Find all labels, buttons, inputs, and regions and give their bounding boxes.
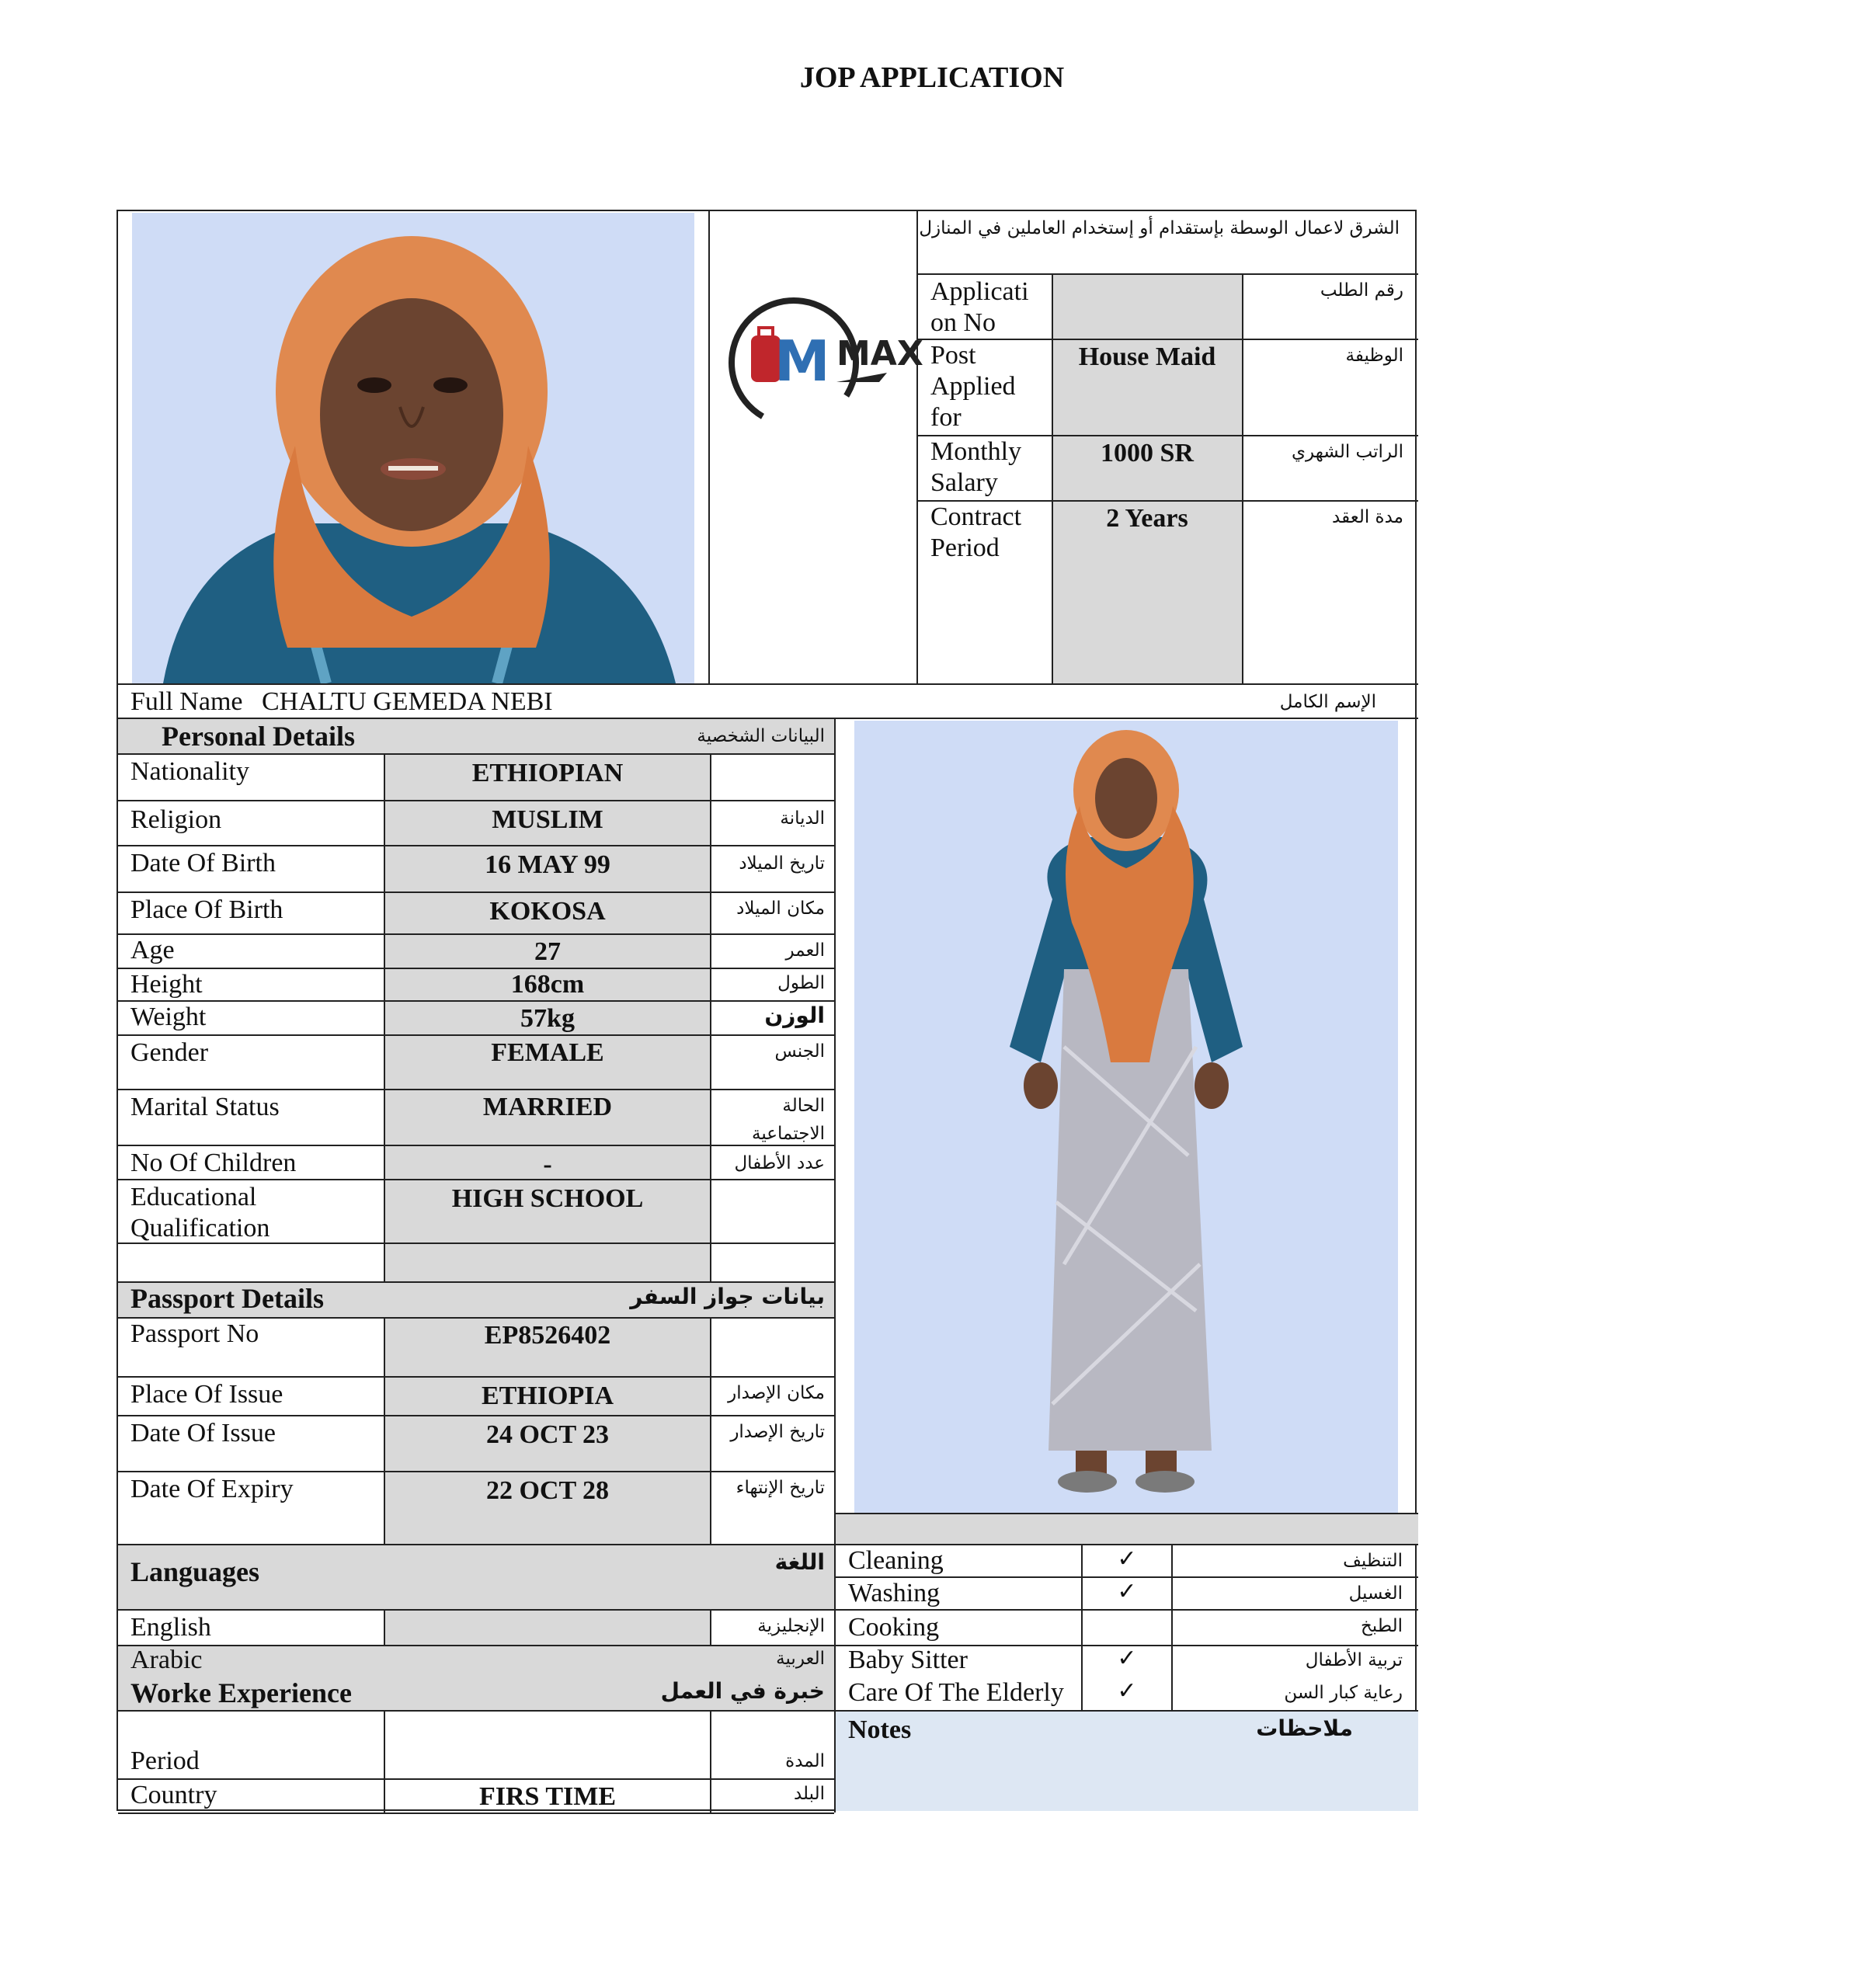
agency-name-ar: الشرق لاعمال الوسطة بإستقدام أو إستخدام العاملين في المنازل [919,218,1400,238]
nationality-label: Nationality [130,757,249,786]
gender-value: FEMALE [491,1038,604,1067]
application-no-label: Applicati on No [930,277,1029,337]
agency-logo [720,289,923,436]
portrait-photo [132,213,694,683]
english-label-ar: الإنجليزية [757,1616,825,1636]
contract-period-value: 2 Years [1106,504,1188,533]
children-value: - [543,1150,552,1179]
contract-period-label: Contract Period [930,502,1022,562]
place-of-issue-value: ETHIOPIA [481,1382,614,1410]
post-applied-label-ar: الوظيفة [1345,346,1403,366]
religion-value: MUSLIM [492,805,603,834]
children-label: No Of Children [130,1149,297,1177]
age-label: Age [130,936,175,964]
marital-status-label-ar: الحالة الاجتماعية [752,1096,825,1144]
skill-elderly-label: Care Of The Elderly [848,1678,1064,1707]
place-of-issue-label-ar: مكان الإصدار [728,1383,825,1403]
arabic-label-ar: العربية [776,1649,825,1669]
weight-label: Weight [130,1003,207,1031]
post-applied-label: Post Applied for [930,341,1016,432]
passport-details-heading-ar: بيانات جواز السفر [630,1284,825,1309]
height-label: Height [130,970,203,999]
application-no-label-ar: رقم الطلب [1320,280,1403,301]
notes-label-ar: ملاحظات [1256,1715,1353,1741]
skill-elderly-label-ar: رعاية كبار السن [1284,1683,1403,1703]
skill-washing-label-ar: الغسيل [1348,1583,1403,1604]
period-label: Period [130,1746,200,1775]
gender-label-ar: الجنس [774,1041,825,1062]
experience-value: FIRS TIME [478,1782,617,1811]
pob-label: Place Of Birth [130,895,283,924]
skill-washing-check: ✓ [1117,1578,1137,1605]
application-form [116,210,1417,1811]
contract-period-label-ar: مدة العقد [1332,507,1403,527]
date-of-expiry-value: 22 OCT 28 [485,1476,610,1505]
country-label: Country [130,1781,217,1809]
experience-heading-ar: خبرة في العمل [660,1678,825,1704]
weight-label-ar: الوزن [764,1003,825,1028]
date-of-issue-value: 24 OCT 23 [485,1420,610,1449]
weight-value: 57kg [520,1004,575,1033]
monthly-salary-label-ar: الراتب الشهري [1292,442,1403,462]
skill-cleaning-label: Cleaning [848,1546,944,1575]
languages-heading: Languages [130,1556,260,1587]
page-title: JOP APPLICATION [799,61,1065,94]
monthly-salary-label: Monthly Salary [930,437,1022,497]
date-of-expiry-label: Date Of Expiry [130,1475,294,1503]
full-name-label-ar: الإسم الكامل [1279,692,1376,712]
height-label-ar: الطول [777,973,825,993]
children-label-ar: عدد الأطفال [734,1153,825,1173]
nationality-value: ETHIOPIAN [471,759,624,787]
gender-label: Gender [130,1038,209,1067]
personal-details-heading: Personal Details [162,721,355,752]
personal-details-heading-ar: البيانات الشخصية [697,726,825,746]
post-applied-value: House Maid [1078,342,1216,371]
passport-no-label: Passport No [130,1319,259,1348]
svg-text:MAX: MAX [836,334,923,374]
country-label-ar: البلد [793,1784,825,1804]
notes-label: Notes [848,1715,912,1744]
skill-cooking-label-ar: الطبخ [1360,1616,1403,1636]
skill-babysitter-check: ✓ [1117,1645,1137,1672]
pob-value: KOKOSA [489,897,606,926]
skill-elderly-check: ✓ [1117,1677,1137,1705]
english-label: English [130,1613,211,1642]
languages-heading-ar: اللغة [774,1549,825,1575]
skill-cooking-label: Cooking [848,1613,940,1642]
skill-babysitter-label-ar: تربية الأطفال [1305,1650,1403,1670]
place-of-issue-label: Place Of Issue [130,1380,283,1409]
skill-cleaning-check: ✓ [1117,1545,1137,1573]
date-of-issue-label: Date Of Issue [130,1419,276,1448]
age-value: 27 [534,937,561,966]
religion-label-ar: الديانة [780,808,825,829]
header-value-bg [1052,273,1242,683]
skill-cleaning-label-ar: التنظيف [1343,1551,1403,1571]
education-label: Educational Qualification [130,1183,270,1242]
date-of-expiry-label-ar: تاريخ الإنتهاء [736,1478,825,1498]
date-of-issue-label-ar: تاريخ الإصدار [730,1422,825,1442]
education-value: HIGH SCHOOL [451,1184,644,1213]
passport-no-value: EP8526402 [484,1321,611,1350]
dob-label: Date Of Birth [130,849,276,878]
age-label-ar: العمر [785,940,825,961]
passport-details-heading: Passport Details [130,1283,324,1314]
full-body-photo [854,721,1398,1513]
height-value: 168cm [510,970,585,999]
pob-label-ar: مكان الميلاد [736,898,825,919]
marital-status-value: MARRIED [482,1093,613,1121]
experience-heading: Worke Experience [130,1677,352,1708]
religion-label: Religion [130,805,222,834]
svg-text:M: M [774,328,830,394]
skill-washing-label: Washing [848,1579,941,1607]
full-name-label: Full Name [130,687,243,716]
full-name-value: CHALTU GEMEDA NEBI [262,687,553,716]
skill-babysitter-label: Baby Sitter [848,1646,968,1674]
dob-value: 16 MAY 99 [485,850,610,879]
arabic-label: Arabic [130,1646,203,1674]
marital-status-label: Marital Status [130,1093,280,1121]
period-label-ar: المدة [785,1751,825,1771]
monthly-salary-value: 1000 SR [1101,439,1194,467]
dob-label-ar: تاريخ الميلاد [739,853,825,874]
